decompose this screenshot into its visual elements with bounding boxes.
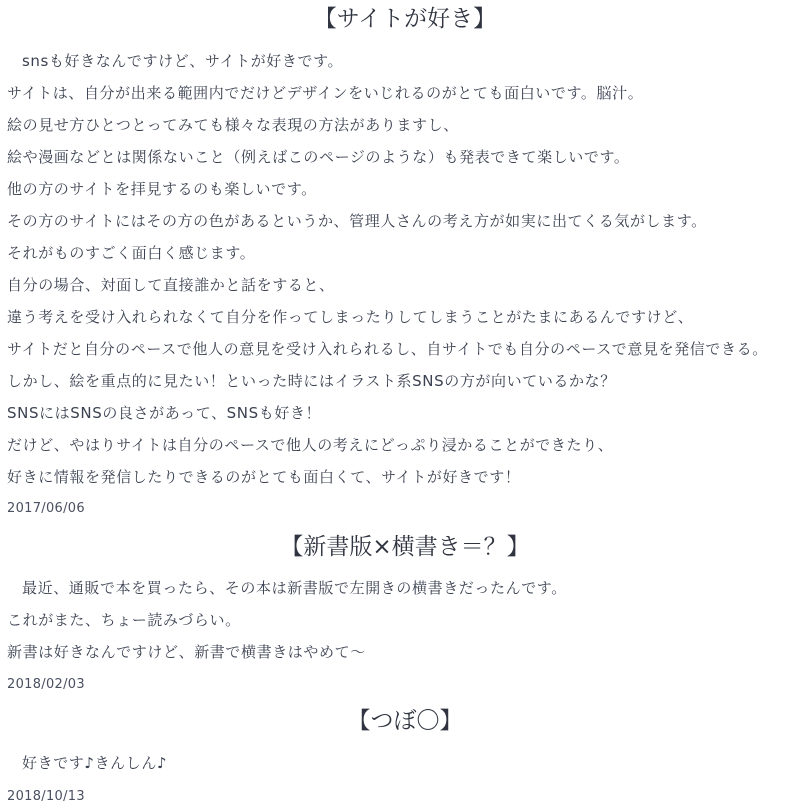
entry-line: 絵の見せ方ひとつとってみても様々な表現の方法がありますし、 bbox=[7, 116, 459, 134]
entry-line: SNSにはSNSの良さがあって、SNSも好き！ bbox=[7, 404, 322, 422]
entry-date: 2018/10/13 bbox=[7, 789, 85, 804]
entry-line: サイトは、自分が出来る範囲内でだけどデザインをいじれるのがとても面白いです。脳汁。 bbox=[7, 84, 644, 102]
entry-line: しかし、絵を重点的に見たい！といった時にはイラスト系SNSの方が向いているかな？ bbox=[7, 372, 616, 390]
entry-line: サイトだと自分のペースで他人の意見を受け入れられるし、自サイトでも自分のペースで意見を発信できる。 bbox=[7, 340, 768, 358]
entry-line: 新書は好きなんですけど、新書で横書きはやめて～ bbox=[7, 643, 366, 661]
entry-date: 2018/02/03 bbox=[7, 677, 85, 692]
entry-title: 【つぼ〇】 bbox=[347, 708, 463, 734]
entry-line: 最近、通販で本を買ったら、その本は新書版で左開きの横書きだったんです。 bbox=[22, 579, 567, 597]
entry-line: 自分の場合、対面して直接誰かと話をすると、 bbox=[7, 276, 335, 294]
entry-line: 違う考えを受け入れられなくて自分を作ってしまったりしてしまうことがたまにあるんですけど、 bbox=[7, 308, 694, 326]
entry-title: 【新書版×横書き＝？】 bbox=[280, 534, 530, 560]
entry-line: その方のサイトにはその方の色があるというか、管理人さんの考え方が如実に出てくる気がします。 bbox=[7, 212, 707, 230]
entry-line: これがまた、ちょー読みづらい。 bbox=[7, 611, 241, 629]
entry-line: snsも好きなんですけど、サイトが好きです。 bbox=[22, 52, 344, 70]
entry-title: 【サイトが好き】 bbox=[313, 6, 497, 32]
entry-line: 好きに情報を発信したりできるのがとても面白くて、サイトが好きです！ bbox=[7, 468, 521, 486]
entry-line: 他の方のサイトを拝見するのも楽しいです。 bbox=[7, 180, 317, 198]
entry-line: 絵や漫画などとは関係ないこと（例えばこのページのような）も発表できて楽しいです。 bbox=[7, 148, 630, 166]
entry-line: だけど、やはりサイトは自分のペースで他人の考えにどっぷり浸かることができたり、 bbox=[7, 436, 614, 454]
entry-date: 2017/06/06 bbox=[7, 501, 85, 516]
entry-line: 好きです♪きんしん♪ bbox=[22, 754, 168, 772]
entry-line: それがものすごく面白く感じます。 bbox=[7, 244, 256, 262]
